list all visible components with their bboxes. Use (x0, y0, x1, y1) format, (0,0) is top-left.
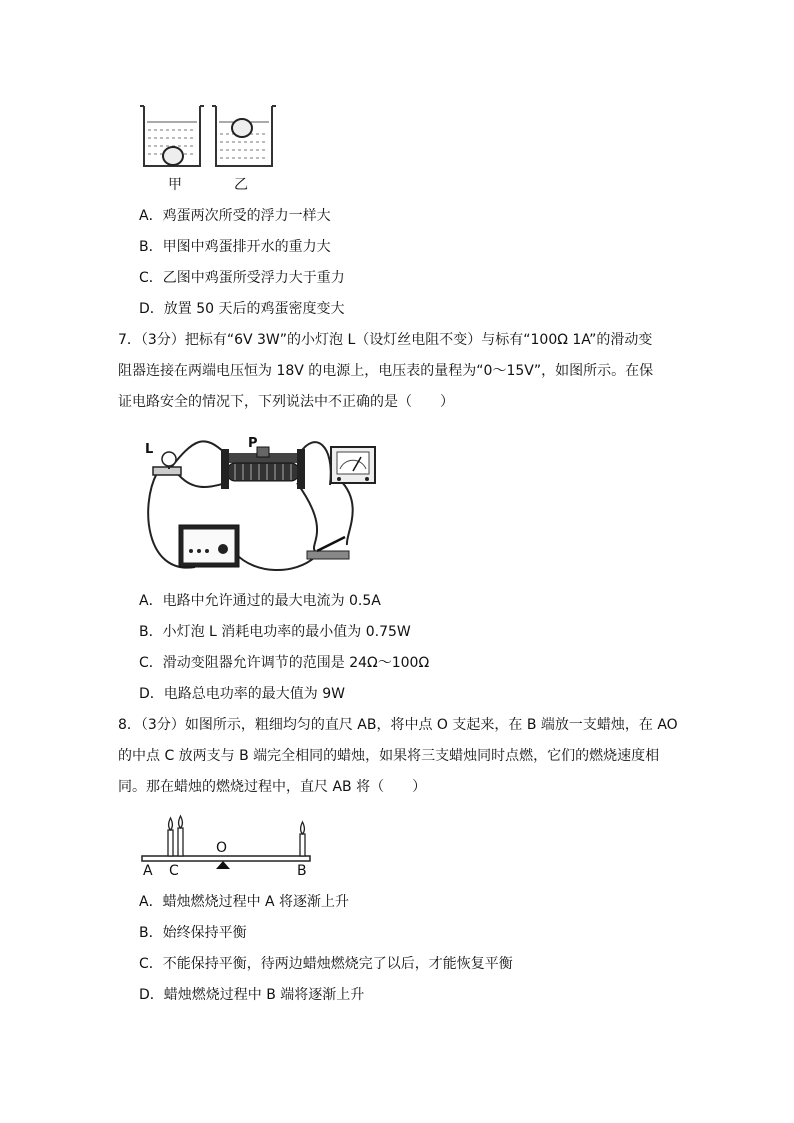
q8-stem-line-1: 8．（3分）如图所示，粗细均匀的直尺 AB，将中点 O 支起来，在 B 端放一支蜡烛，在 AO (118, 717, 678, 733)
q7-option-c: C．滑动变阻器允许调节的范围是 24Ω～100Ω (139, 655, 430, 671)
fulcrum (216, 861, 230, 869)
beaker-jia (140, 106, 204, 166)
q7-stem-line-1: 7．（3分）把标有“6V 3W”的小灯泡 L（设灯丝电阻不变）与标有“100Ω 1A”的滑动变 (118, 332, 653, 348)
beaker-yi (212, 106, 276, 166)
q8-option-a: A．蜡烛燃烧过程中 A 将逐渐上升 (139, 894, 350, 910)
label-jia: 甲 (168, 177, 182, 193)
label-c: C (169, 863, 179, 879)
egg-jia (163, 147, 183, 165)
rheostat (221, 447, 305, 489)
candle-b (300, 822, 305, 856)
q7-option-b: B．小灯泡 L 消耗电功率的最小值为 0.75W (139, 624, 411, 640)
label-l: L (145, 442, 154, 457)
q8-option-b: B．始终保持平衡 (139, 925, 247, 941)
label-a: A (143, 863, 153, 879)
q7-option-d: D．电路总电功率的最大值为 9W (139, 686, 345, 702)
q7-stem-line-3: 证电路安全的情况下，下列说法中不正确的是（ ） (118, 394, 454, 410)
q8-option-c: C．不能保持平衡，待两边蜡烛燃烧完了以后，才能恢复平衡 (139, 956, 513, 972)
power-supply (179, 525, 239, 567)
candles-c (168, 816, 183, 856)
q8-option-d: D．蜡烛燃烧过程中 B 端将逐渐上升 (139, 987, 365, 1003)
label-o: O (216, 840, 228, 856)
label-b: B (297, 863, 307, 879)
label-p: P (248, 436, 258, 451)
q8-stem-line-3: 同。那在蜡烛的燃烧过程中，直尺 AB 将（ ） (118, 779, 427, 795)
egg-yi (232, 119, 252, 137)
q7-option-a: A．电路中允许通过的最大电流为 0.5A (139, 593, 381, 609)
q6-option-d: D．放置 50 天后的鸡蛋密度变大 (139, 301, 345, 317)
beakers-figure (138, 100, 283, 195)
q8-stem-line-2: 的中点 C 放两支与 B 端完全相同的蜡烛，如果将三支蜡烛同时点燃，它们的燃烧速度相 (118, 748, 660, 764)
circuit-figure (135, 425, 385, 580)
q6-option-a: A．鸡蛋两次所受的浮力一样大 (139, 208, 331, 224)
bulb-l (153, 452, 181, 475)
label-yi: 乙 (234, 177, 248, 193)
lever-figure (138, 810, 318, 880)
q6-option-b: B．甲图中鸡蛋排开水的重力大 (139, 239, 331, 255)
q6-option-c: C．乙图中鸡蛋所受浮力大于重力 (139, 270, 345, 286)
q7-stem-line-2: 阻器连接在两端电压恒为 18V 的电源上，电压表的量程为“0～15V”，如图所示。在保 (118, 363, 654, 379)
voltmeter (331, 447, 375, 483)
